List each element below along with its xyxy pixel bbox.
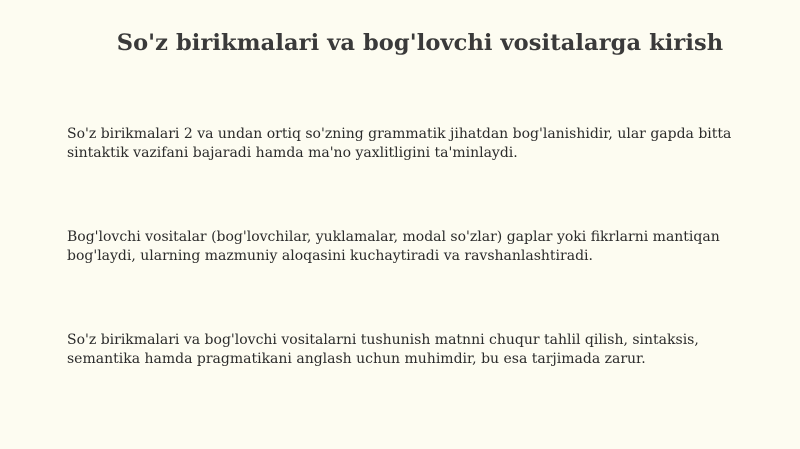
paragraph-importance: So'z birikmalari va bog'lovchi vositalarni tushunish matnni chuqur tahlil qilish, sintaksis, semantika hamda pragmatikani anglash uchun muhimdir, bu esa tarjimada zarur. — [67, 332, 699, 367]
slide-title: So'z birikmalari va bog'lovchi vositalarga kirish — [116, 30, 724, 56]
paragraph-word-combinations: So'z birikmalari 2 va undan ortiq so'zning grammatik jihatdan bog'lanishidir, ular gapda bitta sintaktik vazifani bajaradi hamda ma'no yaxlitligini ta'minlaydi. — [67, 126, 732, 161]
paragraph-connectives: Bog'lovchi vositalar (bog'lovchilar, yuklamalar, modal so'zlar) gaplar yoki fikrlarni mantiqan bog'laydi, ularning mazmuniy aloqasini kuchaytiradi va ravshanlashtiradi. — [67, 229, 720, 264]
